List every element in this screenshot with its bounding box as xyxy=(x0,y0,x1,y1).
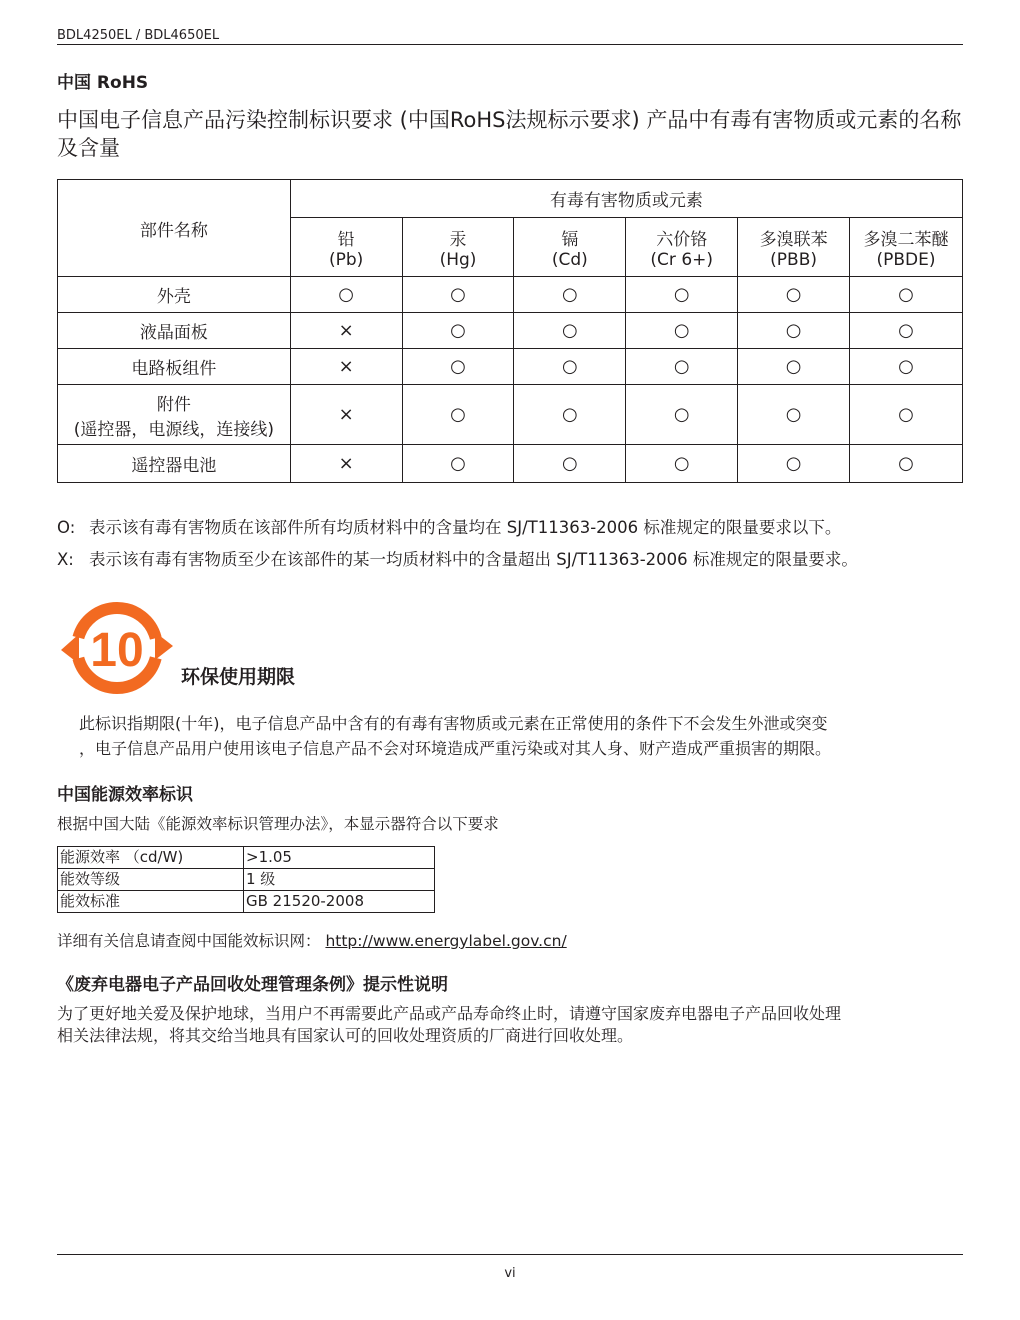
substance-header xyxy=(514,218,626,277)
note-x xyxy=(57,546,858,570)
content-mark: ○ xyxy=(514,277,626,313)
substance-symbol: (Cr 6+) xyxy=(650,249,714,270)
energy-label: 能效标准 xyxy=(58,891,244,913)
epup-title: 环保使用期限 xyxy=(181,666,296,688)
content-mark: × xyxy=(290,385,402,445)
page-header xyxy=(57,28,963,45)
substance-header xyxy=(626,218,738,277)
substance-symbol: (PBB) xyxy=(770,249,818,270)
energy-label: 能效等级 xyxy=(58,869,244,891)
note-x-text: 表示该有毒有害物质至少在该部件的某一均质材料中的含量超出 SJ/T11363-2006 标准规定的限量要求。 xyxy=(89,550,858,569)
note-o-text: 表示该有毒有害物质在该部件所有均质材料中的含量均在 SJ/T11363-2006 标准规定的限量要求以下。 xyxy=(89,518,842,537)
content-mark: × xyxy=(290,445,402,483)
content-mark: ○ xyxy=(626,313,738,349)
energy-table xyxy=(57,846,435,913)
content-mark: ○ xyxy=(850,277,963,313)
content-mark: ○ xyxy=(402,349,514,385)
part-name: 液晶面板 xyxy=(58,313,291,349)
content-mark: ○ xyxy=(850,349,963,385)
content-mark: ○ xyxy=(738,445,850,483)
content-mark: ○ xyxy=(402,277,514,313)
epup-logo-icon xyxy=(57,598,177,698)
energy-label: 能源效率 （cd/W) xyxy=(58,847,244,869)
content-mark: ○ xyxy=(626,277,738,313)
content-mark: ○ xyxy=(738,385,850,445)
substance-symbol: (Pb) xyxy=(328,249,364,270)
content-mark: ○ xyxy=(738,313,850,349)
content-mark: ○ xyxy=(850,385,963,445)
energy-value: >1.05 xyxy=(244,847,435,869)
epup-text-line2: ，电子信息产品用户使用该电子信息产品不会对环境造成严重污染或对其人身、财产造成严重损害的期限。 xyxy=(79,739,832,758)
substance-header xyxy=(290,218,402,277)
table-row xyxy=(58,869,435,891)
energy-more-info-text: 详细有关信息请查阅中国能效标识网： xyxy=(57,932,321,950)
model-number: BDL4250EL / BDL4650EL xyxy=(57,28,220,43)
note-o xyxy=(57,514,841,538)
energy-value: GB 21520-2008 xyxy=(244,891,435,913)
substance-name: 镉 xyxy=(561,229,579,250)
rohs-title: 中国电子信息产品污染控制标识要求 (中国RoHS法规标示要求) 产品中有毒有害物质或元素的名称及含量 xyxy=(57,108,962,160)
weee-line2: 相关法律法规，将其交给当地具有国家认可的回收处理资质的厂商进行回收处理。 xyxy=(57,1026,634,1045)
substance-symbol: (Cd) xyxy=(551,249,588,270)
content-mark: ○ xyxy=(290,277,402,313)
content-mark: ○ xyxy=(402,313,514,349)
content-mark: ○ xyxy=(514,385,626,445)
substance-name: 汞 xyxy=(449,229,467,250)
substance-header xyxy=(850,218,963,277)
energy-intro: 根据中国大陆《能源效率标识管理办法》，本显示器符合以下要求 xyxy=(57,815,499,833)
table-row xyxy=(58,313,963,349)
substance-header xyxy=(738,218,850,277)
table-row xyxy=(58,277,963,313)
weee-line1: 为了更好地关爱及保护地球，当用户不再需要此产品或产品寿命终止时，请遵守国家废弃电器电子产品回收处理 xyxy=(57,1004,842,1023)
content-mark: ○ xyxy=(738,277,850,313)
part-name-line2: (遥控器，电源线，连接线) xyxy=(73,419,274,440)
content-mark: ○ xyxy=(514,313,626,349)
epup-text-line1: 此标识指期限(十年)，电子信息产品中含有的有毒有害物质或元素在正常使用的条件下不会发生外泄或突变 xyxy=(79,714,828,733)
header-part-name: 部件名称 xyxy=(58,180,291,277)
epup-logo-number: 10 xyxy=(90,624,144,677)
content-mark: ○ xyxy=(738,349,850,385)
page-number: vi xyxy=(504,1266,516,1281)
content-mark: ○ xyxy=(514,445,626,483)
table-row xyxy=(58,349,963,385)
table-row xyxy=(58,385,963,445)
part-name: 外壳 xyxy=(58,277,291,313)
substance-symbol: (Hg) xyxy=(439,249,477,270)
content-mark: × xyxy=(290,313,402,349)
energy-value: 1 级 xyxy=(244,869,435,891)
content-mark: × xyxy=(290,349,402,385)
content-mark: ○ xyxy=(514,349,626,385)
content-mark: ○ xyxy=(626,445,738,483)
table-row xyxy=(58,891,435,913)
energy-label-link[interactable]: http://www.energylabel.gov.cn/ xyxy=(325,932,567,950)
content-mark: ○ xyxy=(626,349,738,385)
substance-symbol: (PBDE) xyxy=(876,249,936,270)
part-name xyxy=(58,385,291,445)
substance-name: 六价铬 xyxy=(656,229,708,250)
weee-title: 《废弃电器电子产品回收处理管理条例》提示性说明 xyxy=(57,975,448,995)
header-substances: 有毒有害物质或元素 xyxy=(290,180,962,218)
rohs-section-title: 中国 RoHS xyxy=(57,73,149,93)
part-name-line1: 附件 xyxy=(156,394,191,415)
note-o-key: O: xyxy=(57,518,76,537)
part-name: 电路板组件 xyxy=(58,349,291,385)
content-mark: ○ xyxy=(850,445,963,483)
part-name: 遥控器电池 xyxy=(58,445,291,483)
rohs-table xyxy=(57,179,963,483)
content-mark: ○ xyxy=(402,445,514,483)
substance-name: 多溴联苯 xyxy=(759,229,828,250)
energy-more-info xyxy=(57,929,967,953)
content-mark: ○ xyxy=(850,313,963,349)
substance-name: 多溴二苯醚 xyxy=(863,229,949,250)
substance-name: 铅 xyxy=(337,229,355,250)
note-x-key: X: xyxy=(57,550,74,569)
table-row xyxy=(58,445,963,483)
content-mark: ○ xyxy=(402,385,514,445)
substance-header xyxy=(402,218,514,277)
content-mark: ○ xyxy=(626,385,738,445)
table-row xyxy=(58,847,435,869)
page-footer xyxy=(57,1254,963,1281)
energy-title: 中国能源效率标识 xyxy=(57,785,193,805)
